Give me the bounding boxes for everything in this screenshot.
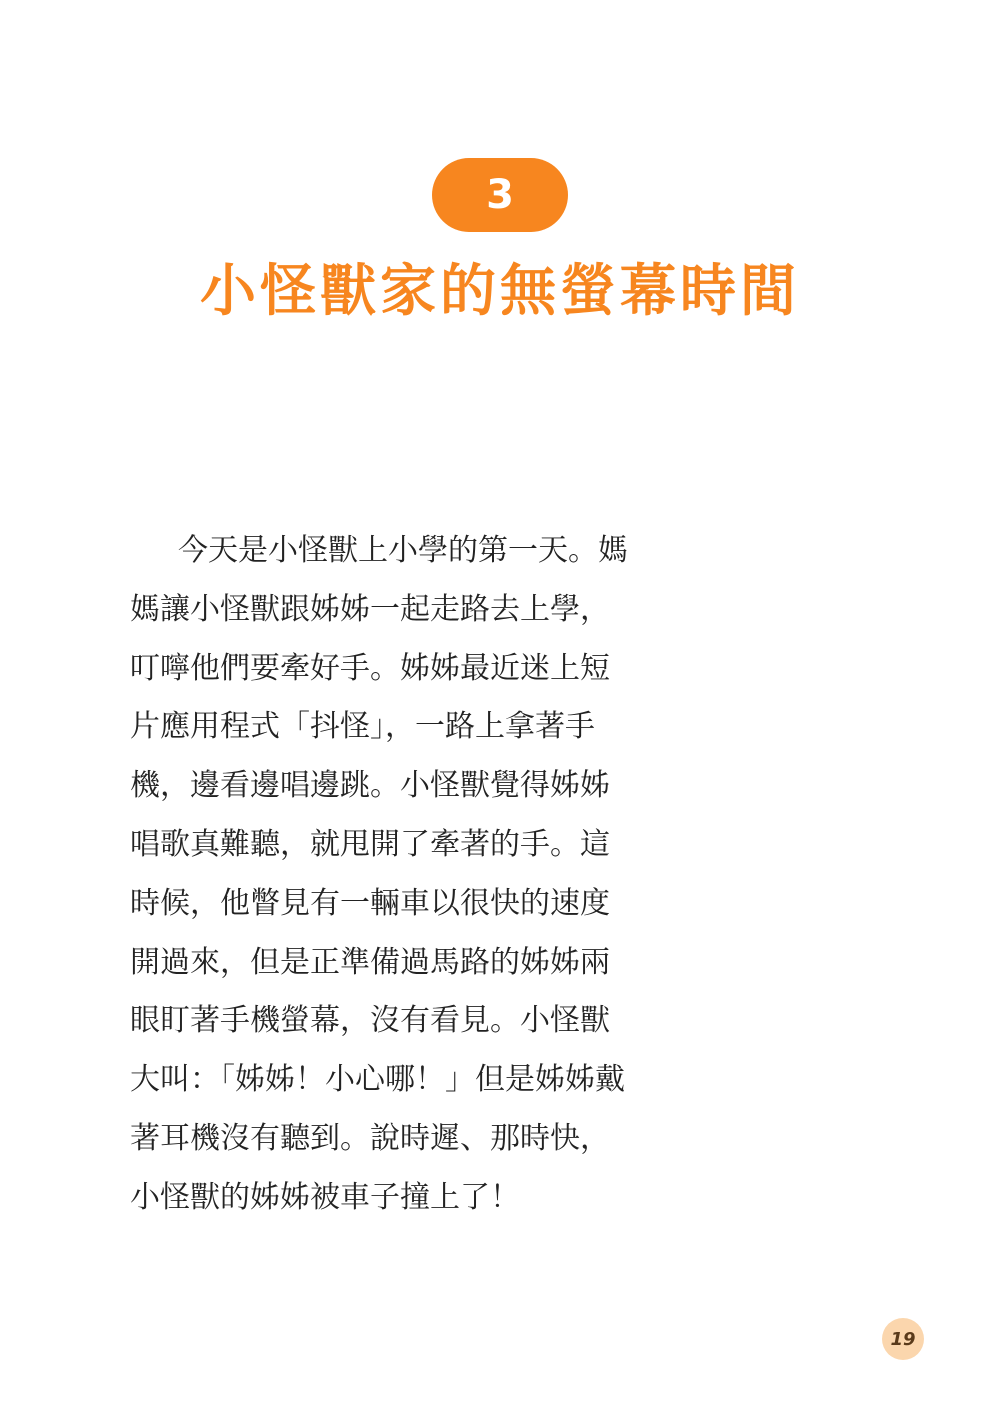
story-line: 唱歌真難聽，就甩開了牽著的手。這 <box>130 826 610 862</box>
story-line: 今天是小怪獸上小學的第一天。媽 <box>178 533 628 568</box>
story-line: 片應用程式「抖怪」，一路上拿著手 <box>130 709 595 745</box>
page-number: 19 <box>890 1328 916 1350</box>
story-line: 機，邊看邊唱邊跳。小怪獸覺得姊姊 <box>130 768 610 804</box>
story-line: 叮嚀他們要牽好手。姊姊最近迷上短 <box>130 650 610 686</box>
story-line: 著耳機沒有聽到。說時遲、那時快， <box>130 1120 610 1156</box>
chapter-number: 3 <box>486 172 514 218</box>
story-line: 時候，他瞥見有一輛車以很快的速度 <box>130 885 610 921</box>
story-line: 媽讓小怪獸跟姊姊一起走路去上學， <box>130 591 610 627</box>
story-line: 眼盯著手機螢幕，沒有看見。小怪獸 <box>130 1003 610 1039</box>
story-text <box>130 522 875 1228</box>
story-line: 小怪獸的姊姊被車子撞上了！ <box>130 1179 520 1215</box>
chapter-title: 小怪獸家的無螢幕時間 <box>200 259 800 324</box>
story-line: 開過來，但是正準備過馬路的姊姊兩 <box>130 944 610 980</box>
page-number-badge <box>882 1318 924 1360</box>
chapter-number-badge <box>432 158 568 232</box>
story-line: 大叫：「姊姊！小心哪！」但是姊姊戴 <box>130 1062 625 1098</box>
